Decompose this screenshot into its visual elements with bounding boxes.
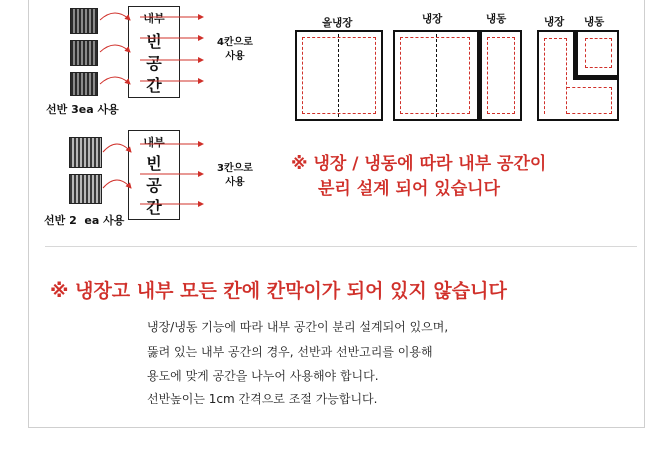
note-line: ※ 냉장 / 냉동에 따라 내부 공간이 <box>291 154 547 174</box>
usage-text: 사용 <box>225 177 245 188</box>
box-char: 공 <box>146 54 162 73</box>
description-line: 선반높이는 1cm 간격으로 조절 가능합니다. <box>147 392 378 406</box>
box-char: 간 <box>146 76 162 95</box>
compartment-outline <box>567 87 612 114</box>
partition-wall <box>573 75 619 80</box>
box-char: 빈 <box>146 32 162 51</box>
fridge-title: 냉동 <box>584 16 605 28</box>
shelf-image <box>70 40 98 66</box>
shelf-image <box>70 72 98 96</box>
partition-wall <box>477 30 482 121</box>
fridge-title: 냉동 <box>486 13 507 25</box>
fridge-title: 냉장 <box>422 13 443 25</box>
box-char: 공 <box>146 176 162 195</box>
shelf-caption: 선반 3ea 사용 <box>46 103 119 116</box>
fridge-title: 올냉장 <box>322 17 353 29</box>
fridge-title: 냉장 <box>544 16 565 28</box>
separation-note <box>291 152 546 202</box>
compartment-outline <box>400 37 470 114</box>
compartment-outline <box>487 37 515 114</box>
section-divider <box>45 246 637 247</box>
usage-label <box>210 36 260 64</box>
partition-wall <box>573 30 578 80</box>
shelf-caption: 선반 2 ea 사용 <box>44 214 125 227</box>
description-line: 냉장/냉동 기능에 따라 내부 공간이 분리 설계되어 있으며, <box>147 320 449 334</box>
description-line: 용도에 맞게 공간을 나누어 사용해야 합니다. <box>147 369 379 383</box>
warning-headline: ※ 냉장고 내부 모든 칸에 칸막이가 되어 있지 않습니다 <box>50 280 507 302</box>
usage-text: 사용 <box>225 51 245 62</box>
shelf-image <box>70 8 98 34</box>
box-label: 내부 <box>143 12 165 25</box>
usage-text: 3칸으로 <box>217 163 253 174</box>
door-split-line <box>338 34 339 117</box>
box-label: 내부 <box>143 136 165 149</box>
box-char: 빈 <box>146 154 162 173</box>
description-line: 뚫려 있는 내부 공간의 경우, 선반과 선반고리를 이용해 <box>147 345 433 359</box>
compartment-outline <box>544 38 567 114</box>
usage-label <box>210 162 260 190</box>
box-char: 간 <box>146 198 162 217</box>
door-split-line <box>436 34 437 117</box>
usage-text: 4칸으로 <box>217 37 253 48</box>
compartment-outline <box>302 37 376 114</box>
arrows-top <box>95 0 215 110</box>
note-line: 분리 설계 되어 있습니다 <box>318 179 500 199</box>
compartment-outline <box>585 38 612 68</box>
